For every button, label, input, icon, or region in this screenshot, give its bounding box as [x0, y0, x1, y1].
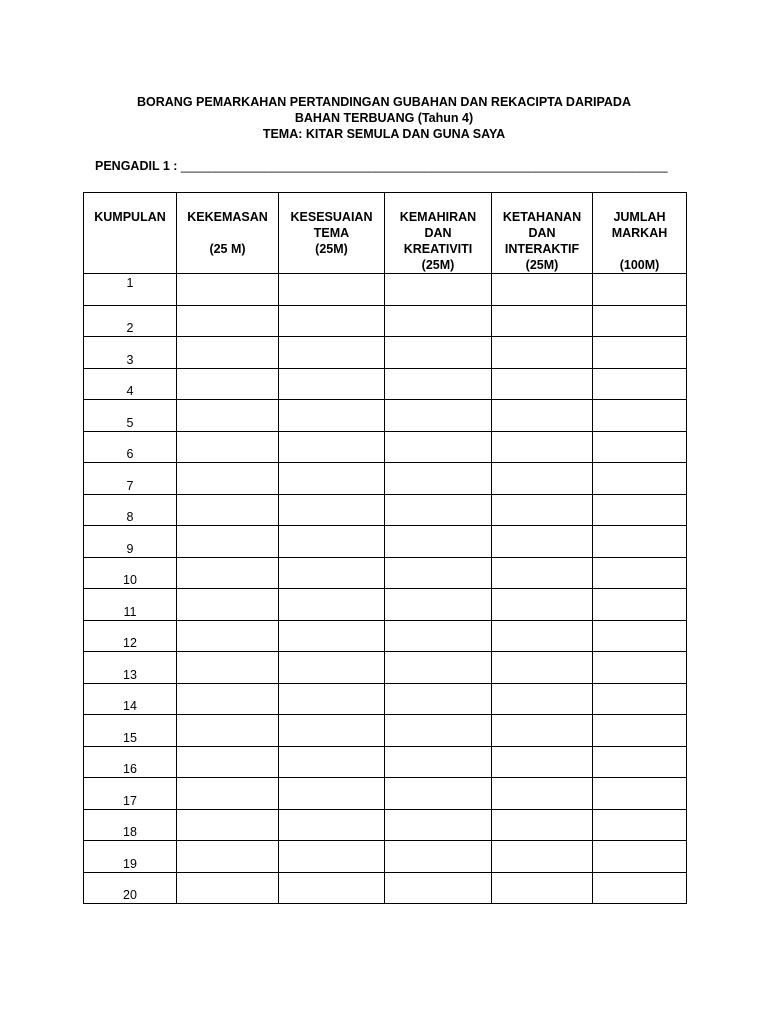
- ketahanan-cell[interactable]: [492, 274, 593, 306]
- ketahanan-cell[interactable]: [492, 431, 593, 463]
- kesesuaian-cell[interactable]: [279, 683, 385, 715]
- kesesuaian-cell[interactable]: [279, 872, 385, 904]
- header-kesesuaian-tema: [279, 193, 385, 274]
- header-kekemasan: [177, 193, 279, 274]
- group-number: 11: [84, 589, 177, 621]
- ketahanan-cell[interactable]: [492, 872, 593, 904]
- kesesuaian-cell[interactable]: [279, 652, 385, 684]
- ketahanan-cell[interactable]: [492, 778, 593, 810]
- judge-label: PENGADIL 1 :: [95, 159, 178, 173]
- group-number: 17: [84, 778, 177, 810]
- ketahanan-cell[interactable]: [492, 337, 593, 369]
- group-number: 4: [84, 368, 177, 400]
- table-row: [84, 746, 687, 778]
- kesesuaian-cell[interactable]: [279, 715, 385, 747]
- kesesuaian-cell[interactable]: [279, 400, 385, 432]
- kemahiran-cell[interactable]: [385, 715, 492, 747]
- ketahanan-cell[interactable]: [492, 589, 593, 621]
- kekemasan-cell[interactable]: [177, 683, 279, 715]
- jumlah-cell[interactable]: [593, 652, 687, 684]
- table-row: [84, 841, 687, 873]
- table-row: [84, 274, 687, 306]
- kemahiran-cell[interactable]: [385, 652, 492, 684]
- kemahiran-cell[interactable]: [385, 431, 492, 463]
- table-body: [84, 274, 687, 904]
- kesesuaian-cell[interactable]: [279, 557, 385, 589]
- kekemasan-cell[interactable]: [177, 746, 279, 778]
- title-line-1: BORANG PEMARKAHAN PERTANDINGAN GUBAHAN DAN REKACIPTA DARIPADA: [137, 95, 631, 109]
- kekemasan-cell[interactable]: [177, 620, 279, 652]
- table-row: [84, 400, 687, 432]
- jumlah-cell[interactable]: [593, 526, 687, 558]
- group-number: 20: [84, 872, 177, 904]
- header-kumpulan: [84, 193, 177, 274]
- group-number: 3: [84, 337, 177, 369]
- jumlah-cell[interactable]: [593, 368, 687, 400]
- kemahiran-cell[interactable]: [385, 809, 492, 841]
- header-text: (100M): [619, 258, 660, 272]
- jumlah-cell[interactable]: [593, 557, 687, 589]
- ketahanan-cell[interactable]: [492, 557, 593, 589]
- ketahanan-cell[interactable]: [492, 368, 593, 400]
- kekemasan-cell[interactable]: [177, 778, 279, 810]
- header-text: MARKAH: [611, 226, 668, 240]
- judge-blank-line[interactable]: ______________________________________________________________________: [180, 159, 668, 173]
- table-row: [84, 652, 687, 684]
- kesesuaian-cell[interactable]: [279, 368, 385, 400]
- kesesuaian-cell[interactable]: [279, 494, 385, 526]
- header-text: KEKEMASAN: [187, 210, 268, 224]
- jumlah-cell[interactable]: [593, 337, 687, 369]
- kemahiran-cell[interactable]: [385, 526, 492, 558]
- group-number: 5: [84, 400, 177, 432]
- table-row: [84, 715, 687, 747]
- header-text: [177, 225, 278, 241]
- kekemasan-cell[interactable]: [177, 652, 279, 684]
- group-number: 14: [84, 683, 177, 715]
- header-jumlah-markah: [593, 193, 687, 274]
- ketahanan-cell[interactable]: [492, 683, 593, 715]
- header-text: (25M): [315, 242, 348, 256]
- group-number: 12: [84, 620, 177, 652]
- jumlah-cell[interactable]: [593, 683, 687, 715]
- jumlah-cell[interactable]: [593, 400, 687, 432]
- kekemasan-cell[interactable]: [177, 809, 279, 841]
- group-number: 10: [84, 557, 177, 589]
- kemahiran-cell[interactable]: [385, 589, 492, 621]
- header-text: TEMA: [313, 226, 350, 240]
- header-text: (25M): [525, 258, 559, 272]
- kesesuaian-cell[interactable]: [279, 463, 385, 495]
- table-row: [84, 557, 687, 589]
- kekemasan-cell[interactable]: [177, 274, 279, 306]
- kesesuaian-cell[interactable]: [279, 778, 385, 810]
- kemahiran-cell[interactable]: [385, 337, 492, 369]
- kesesuaian-cell[interactable]: [279, 841, 385, 873]
- table-row: [84, 872, 687, 904]
- header-text: JUMLAH: [613, 210, 666, 224]
- kekemasan-cell[interactable]: [177, 400, 279, 432]
- header-text: (25 M): [209, 242, 246, 256]
- table-row: [84, 431, 687, 463]
- kemahiran-cell[interactable]: [385, 368, 492, 400]
- group-number: 2: [84, 305, 177, 337]
- kesesuaian-cell[interactable]: [279, 809, 385, 841]
- table-row: [84, 620, 687, 652]
- kesesuaian-cell[interactable]: [279, 620, 385, 652]
- header-text: [593, 241, 686, 257]
- kesesuaian-cell[interactable]: [279, 337, 385, 369]
- ketahanan-cell[interactable]: [492, 620, 593, 652]
- header-text: KREATIVITI: [403, 242, 473, 256]
- table-row: [84, 305, 687, 337]
- kekemasan-cell[interactable]: [177, 305, 279, 337]
- table-header-row: [84, 193, 687, 274]
- jumlah-cell[interactable]: [593, 841, 687, 873]
- header-text: KESESUAIAN: [290, 210, 373, 224]
- ketahanan-cell[interactable]: [492, 809, 593, 841]
- ketahanan-cell[interactable]: [492, 494, 593, 526]
- group-number: 13: [84, 652, 177, 684]
- table-row: [84, 809, 687, 841]
- kemahiran-cell[interactable]: [385, 872, 492, 904]
- table-row: [84, 337, 687, 369]
- jumlah-cell[interactable]: [593, 305, 687, 337]
- header-text: KETAHANAN: [502, 210, 582, 224]
- jumlah-cell[interactable]: [593, 872, 687, 904]
- kemahiran-cell[interactable]: [385, 841, 492, 873]
- jumlah-cell[interactable]: [593, 494, 687, 526]
- kekemasan-cell[interactable]: [177, 368, 279, 400]
- table-row: [84, 526, 687, 558]
- table-row: [84, 494, 687, 526]
- kekemasan-cell[interactable]: [177, 715, 279, 747]
- jumlah-cell[interactable]: [593, 620, 687, 652]
- header-ketahanan-interaktif: [492, 193, 593, 274]
- table-row: [84, 589, 687, 621]
- kekemasan-cell[interactable]: [177, 463, 279, 495]
- kekemasan-cell[interactable]: [177, 431, 279, 463]
- group-number: 16: [84, 746, 177, 778]
- kemahiran-cell[interactable]: [385, 494, 492, 526]
- group-number: 1: [84, 274, 177, 306]
- group-number: 7: [84, 463, 177, 495]
- kekemasan-cell[interactable]: [177, 589, 279, 621]
- ketahanan-cell[interactable]: [492, 746, 593, 778]
- title-line-2: BAHAN TERBUANG (Tahun 4): [294, 111, 474, 125]
- kekemasan-cell[interactable]: [177, 841, 279, 873]
- jumlah-cell[interactable]: [593, 715, 687, 747]
- jumlah-cell[interactable]: [593, 778, 687, 810]
- group-number: 15: [84, 715, 177, 747]
- judge-field[interactable]: [95, 159, 668, 173]
- group-number: 8: [84, 494, 177, 526]
- header-kemahiran-kreativiti: [385, 193, 492, 274]
- header-text: (25M): [421, 258, 455, 272]
- kesesuaian-cell[interactable]: [279, 431, 385, 463]
- ketahanan-cell[interactable]: [492, 715, 593, 747]
- kesesuaian-cell[interactable]: [279, 589, 385, 621]
- kemahiran-cell[interactable]: [385, 274, 492, 306]
- header-text: KEMAHIRAN: [399, 210, 477, 224]
- kekemasan-cell[interactable]: [177, 494, 279, 526]
- kesesuaian-cell[interactable]: [279, 746, 385, 778]
- kekemasan-cell[interactable]: [177, 557, 279, 589]
- jumlah-cell[interactable]: [593, 274, 687, 306]
- group-number: 6: [84, 431, 177, 463]
- kesesuaian-cell[interactable]: [279, 305, 385, 337]
- jumlah-cell[interactable]: [593, 463, 687, 495]
- kemahiran-cell[interactable]: [385, 778, 492, 810]
- group-number: 19: [84, 841, 177, 873]
- header-text: INTERAKTIF: [504, 242, 580, 256]
- kemahiran-cell[interactable]: [385, 463, 492, 495]
- header-text: KUMPULAN: [94, 210, 166, 224]
- title-line-3: TEMA: KITAR SEMULA DAN GUNA SAYA: [262, 127, 506, 141]
- ketahanan-cell[interactable]: [492, 305, 593, 337]
- ketahanan-cell[interactable]: [492, 526, 593, 558]
- form-title: [0, 94, 768, 142]
- kekemasan-cell[interactable]: [177, 526, 279, 558]
- ketahanan-cell[interactable]: [492, 652, 593, 684]
- ketahanan-cell[interactable]: [492, 841, 593, 873]
- group-number: 18: [84, 809, 177, 841]
- table-row: [84, 683, 687, 715]
- kesesuaian-cell[interactable]: [279, 274, 385, 306]
- score-table: [83, 192, 687, 904]
- kemahiran-cell[interactable]: [385, 746, 492, 778]
- kemahiran-cell[interactable]: [385, 305, 492, 337]
- kekemasan-cell[interactable]: [177, 337, 279, 369]
- header-text: DAN: [424, 226, 452, 240]
- table-row: [84, 778, 687, 810]
- jumlah-cell[interactable]: [593, 809, 687, 841]
- ketahanan-cell[interactable]: [492, 463, 593, 495]
- kemahiran-cell[interactable]: [385, 683, 492, 715]
- table-row: [84, 463, 687, 495]
- header-text: DAN: [528, 226, 556, 240]
- table-row: [84, 368, 687, 400]
- jumlah-cell[interactable]: [593, 431, 687, 463]
- kekemasan-cell[interactable]: [177, 872, 279, 904]
- kesesuaian-cell[interactable]: [279, 526, 385, 558]
- jumlah-cell[interactable]: [593, 746, 687, 778]
- ketahanan-cell[interactable]: [492, 400, 593, 432]
- kemahiran-cell[interactable]: [385, 557, 492, 589]
- group-number: 9: [84, 526, 177, 558]
- kemahiran-cell[interactable]: [385, 620, 492, 652]
- kemahiran-cell[interactable]: [385, 400, 492, 432]
- jumlah-cell[interactable]: [593, 589, 687, 621]
